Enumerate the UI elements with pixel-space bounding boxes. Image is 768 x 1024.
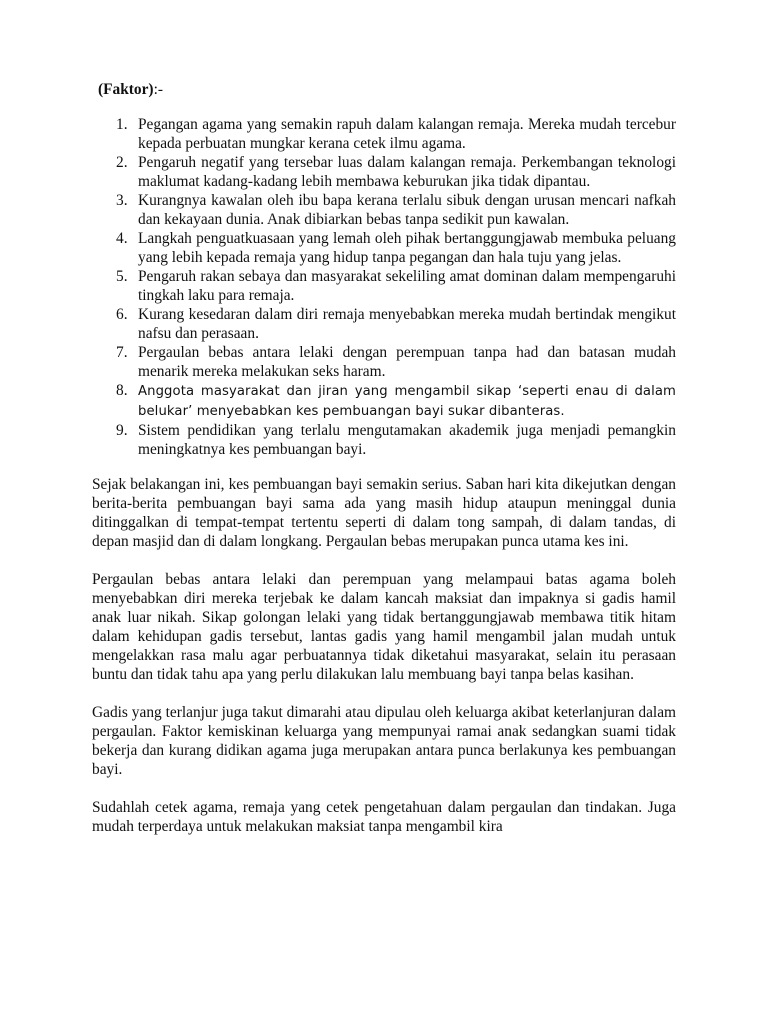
list-item bbox=[92, 381, 676, 421]
list-item bbox=[92, 421, 676, 459]
list-item-number: 1. bbox=[116, 116, 128, 133]
list-item-number: 2. bbox=[116, 154, 128, 171]
list-item bbox=[92, 305, 676, 343]
document-page bbox=[92, 80, 676, 855]
factor-list bbox=[92, 115, 676, 459]
section-heading bbox=[98, 80, 676, 99]
list-item-text: Pergaulan bebas antara lelaki dengan perempuan tanpa had dan batasan mudah menarik mereka melakukan seks haram. bbox=[138, 344, 676, 380]
body-paragraph: Sejak belakangan ini, kes pembuangan bayi semakin serius. Saban hari kita dikejutkan dengan berita-berita pembuangan bayi sama ada yang masih hidup ataupun meninggal dunia ditinggalkan di tempat-tempat tertentu seperti di dalam tong sampah, di dalam tandas, di depan masjid dan di dalam longkang. Pergaulan bebas merupakan punca utama kes ini. bbox=[92, 476, 676, 550]
body-paragraph: Pergaulan bebas antara lelaki dan perempuan yang melampaui batas agama boleh menyebabkan diri mereka terjebak ke dalam kancah maksiat dan impaknya si gadis hamil anak luar nikah. Sikap golongan lelaki yang tidak bertanggungjawab membawa titik hitam dalam kehidupan gadis tersebut, lantas gadis yang hamil mengambil jalan mudah untuk mengelakkan rasa malu agar perbuatannya tidak diketahui masyarakat, selain itu perasaan buntu dan tidak tahu apa yang perlu dilakukan lalu membuang bayi tanpa belas kasihan. bbox=[92, 571, 676, 683]
list-item-number: 9. bbox=[116, 422, 128, 439]
body-paragraph: Sudahlah cetek agama, remaja yang cetek pengetahuan dalam pergaulan dan tindakan. Juga mudah terperdaya untuk melakukan maksiat tanpa mengambil kira bbox=[92, 799, 676, 835]
list-item bbox=[92, 343, 676, 381]
list-item-text: Pegangan agama yang semakin rapuh dalam kalangan remaja. Mereka mudah tercebur kepada perbuatan mungkar kerana cetek ilmu agama. bbox=[138, 116, 676, 152]
list-item-number: 7. bbox=[116, 344, 128, 361]
list-item bbox=[92, 153, 676, 191]
list-item-text: Langkah penguatkuasaan yang lemah oleh pihak bertanggungjawab membuka peluang yang lebih kepada remaja yang hidup tanpa pegangan dan hala tuju yang jelas. bbox=[138, 230, 676, 266]
list-item bbox=[92, 115, 676, 153]
list-item-text: Pengaruh negatif yang tersebar luas dalam kalangan remaja. Perkembangan teknologi maklumat kadang-kadang lebih membawa keburukan jika tidak dipantau. bbox=[138, 154, 676, 190]
list-item-text: Kurang kesedaran dalam diri remaja menyebabkan mereka mudah bertindak mengikut nafsu dan perasaan. bbox=[138, 306, 676, 342]
heading-label: (Faktor) bbox=[98, 81, 154, 98]
list-item-text: Pengaruh rakan sebaya dan masyarakat sekeliling amat dominan dalam mempengaruhi tingkah laku para remaja. bbox=[138, 268, 676, 304]
list-item-number: 4. bbox=[116, 230, 128, 247]
list-item-text: Kurangnya kawalan oleh ibu bapa kerana terlalu sibuk dengan urusan mencari nafkah dan kekayaan dunia. Anak dibiarkan bebas tanpa sedikit pun kawalan. bbox=[138, 192, 676, 228]
list-item bbox=[92, 229, 676, 267]
list-item-number: 8. bbox=[116, 382, 128, 399]
list-item-number: 6. bbox=[116, 306, 128, 323]
list-item bbox=[92, 267, 676, 305]
list-item bbox=[92, 191, 676, 229]
list-item-number: 5. bbox=[116, 268, 128, 285]
list-item-text: Anggota masyarakat dan jiran yang mengambil sikap ‘seperti enau di dalam belukar’ menyebabkan kes pembuangan bayi sukar dibanteras. bbox=[138, 384, 676, 419]
list-item-number: 3. bbox=[116, 192, 128, 209]
list-item-text: Sistem pendidikan yang terlalu mengutamakan akademik juga menjadi pemangkin meningkatnya kes pembuangan bayi. bbox=[138, 422, 676, 458]
body-paragraph: Gadis yang terlanjur juga takut dimarahi atau dipulau oleh keluarga akibat keterlanjuran dalam pergaulan. Faktor kemiskinan keluarga yang mempunyai ramai anak sedangkan suami tidak bekerja dan kurang didikan agama juga merupakan antara punca berlakunya kes pembuangan bayi. bbox=[92, 704, 676, 778]
heading-suffix: :- bbox=[153, 81, 163, 98]
